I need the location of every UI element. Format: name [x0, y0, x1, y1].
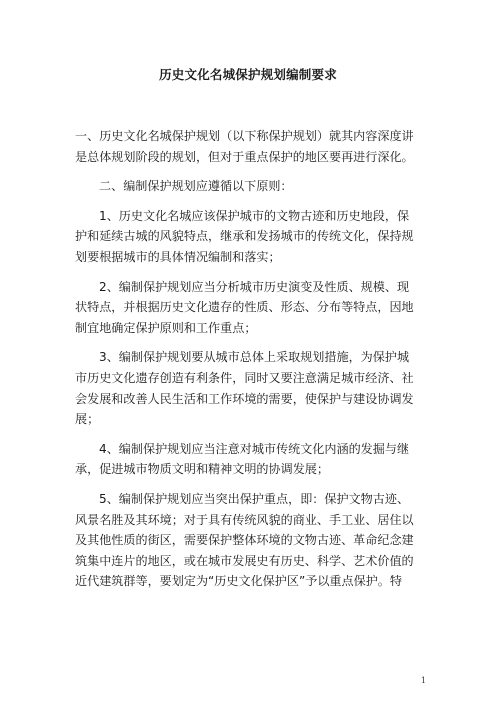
text-line: 护和延续古城的风貌特点，继承和发扬城市的传统文化，保持规	[75, 229, 414, 244]
paragraph-6	[75, 439, 421, 480]
paragraph-2	[75, 176, 421, 197]
text-line: 一、历史文化名城保护规划（以下称保护规划）就其内容深度讲	[75, 129, 414, 143]
text-line: 2、编制保护规划应当分析城市历史演变及性质、规模、现	[99, 279, 410, 294]
text-line: 筑集中连片的地区，或在城市发展史有历史、科学、艺术价值的	[75, 553, 414, 568]
page-number: 1	[420, 676, 426, 685]
document-body	[75, 126, 421, 601]
text-line: 5、编制保护规划应当突出保护重点，即：保护文物古迹、	[99, 491, 410, 506]
paragraph-5	[75, 347, 421, 429]
text-line: 市历史文化遗存创造有利条件，同时又要注意满足城市经济、社	[75, 370, 414, 385]
text-line: 及其他性质的街区，需要保护整体环境的文物古迹、革命纪念建	[75, 533, 414, 548]
text-line: 4、编制保护规划应当注意对城市传统文化内涵的发掘与继	[99, 441, 410, 456]
text-line: 承，促进城市物质文明和精神文明的协调发展；	[75, 462, 329, 477]
text-line: 会发展和改善人民生活和工作环境的需要，使保护与建设协调发	[75, 391, 414, 406]
text-line: 划要根据城市的具体情况编制和落实；	[75, 249, 281, 264]
paragraph-1	[75, 126, 421, 167]
text-line: 状特点，并根据历史文化遗存的性质、形态、分布等特点，因地	[75, 300, 414, 315]
text-line: 制宜地确定保护原则和工作重点；	[75, 320, 257, 335]
text-line: 是总体规划阶段的规划，但对于重点保护的地区要再进行深化。	[75, 149, 414, 164]
paragraph-3	[75, 206, 421, 268]
text-line: 风景名胜及其环境；对于具有传统风貌的商业、手工业、居住以	[75, 512, 414, 527]
paragraph-4	[75, 277, 421, 339]
text-line: 二、编制保护规划应遵循以下原则：	[99, 179, 293, 194]
document-title: 历史文化名城保护规划编制要求	[159, 67, 337, 82]
text-line: 3、编制保护规划要从城市总体上采取规划措施，为保护城	[99, 350, 410, 365]
text-line: 展；	[75, 412, 100, 427]
text-line: 1、历史文化名城应该保护城市的文物古迹和历史地段，保	[99, 208, 410, 223]
text-line: 近代建筑群等，要划定为“历史文化保护区”予以重点保护。特	[75, 574, 402, 589]
paragraph-7	[75, 489, 421, 592]
